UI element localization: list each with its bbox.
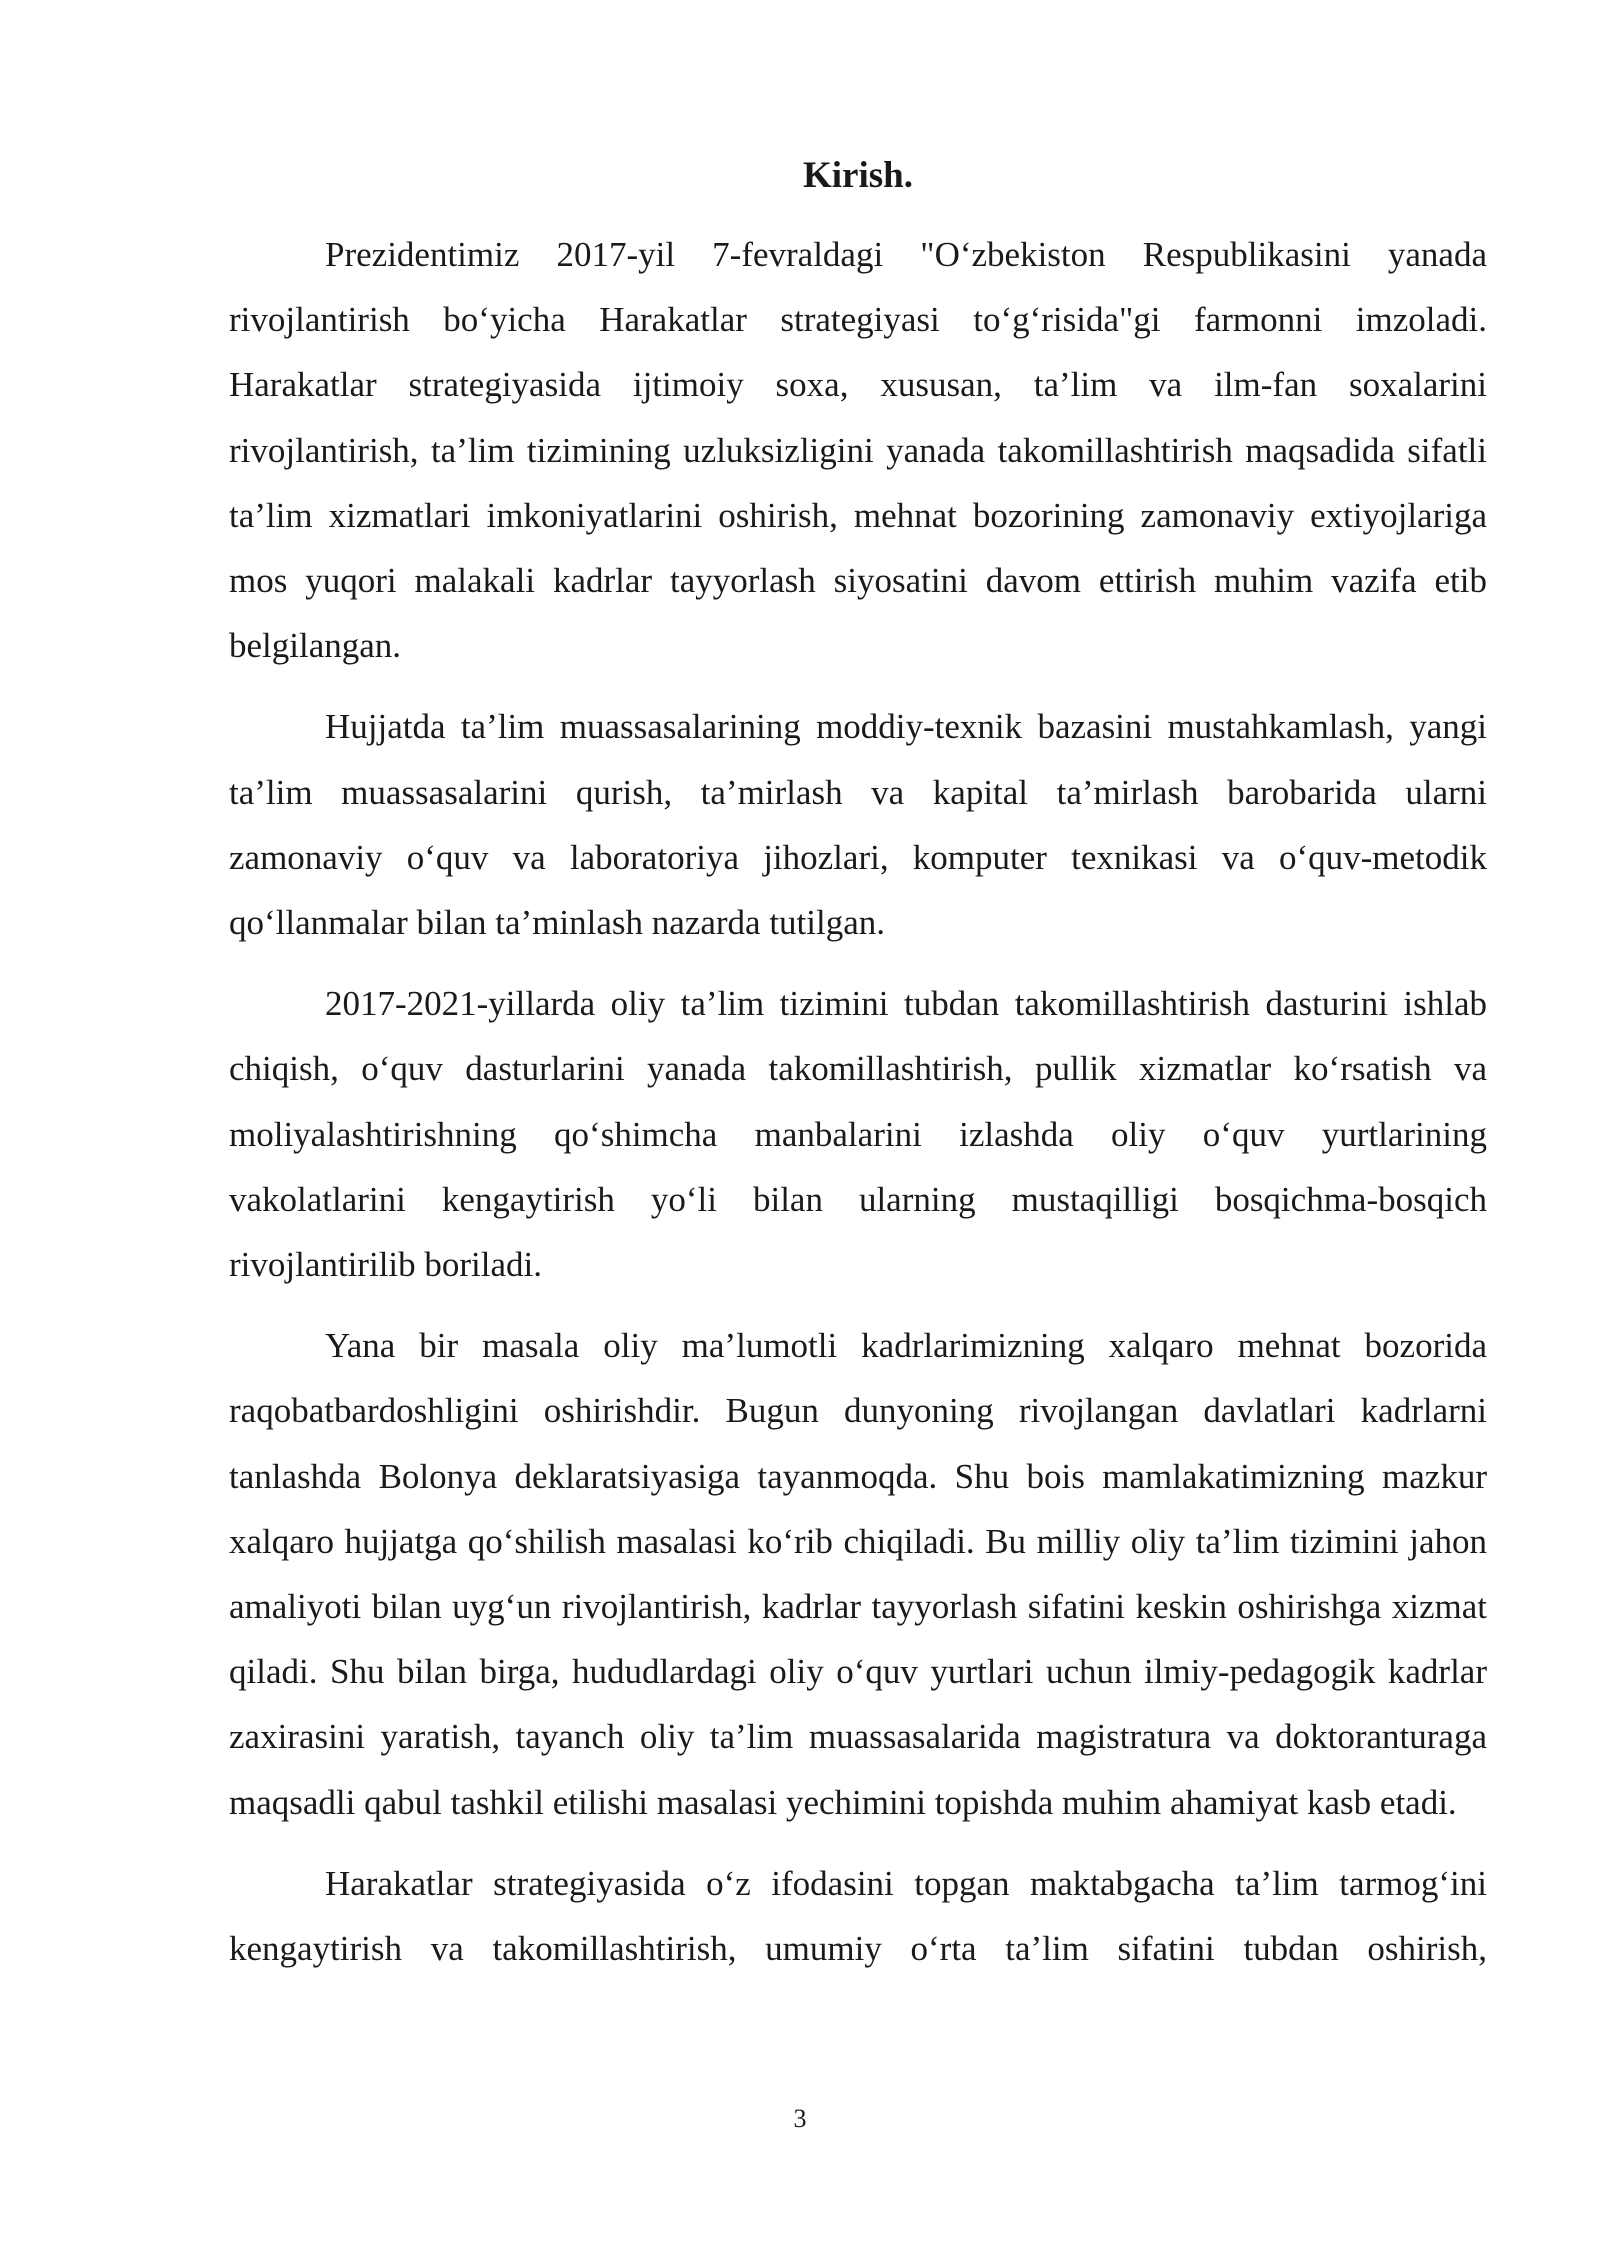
- page-content: [229, 150, 1487, 1997]
- paragraph-5: Harakatlar strategiyasida o‘z ifodasini topgan maktabgacha ta’lim tarmog‘ini kengaytirish va takomillashtirish, umumiy o‘rta ta’lim sifatini tubdan oshirish,: [229, 1863, 1487, 1969]
- page-number: 3: [793, 2104, 807, 2133]
- paragraph-2: Hujjatda ta’lim muassasalarining moddiy-texnik bazasini mustahkamlash, yangi ta’lim muassasalarini qurish, ta’mirlash va kapital ta’mirlash barobarida ularni zamonaviy o‘quv va laboratoriya jihozlari, komputer texnikasi va o‘quv-metodik qo‘llanmalar bilan ta’minlash nazarda tutilgan.: [229, 707, 1487, 943]
- section-title: Kirish.: [803, 155, 913, 196]
- paragraph-3: 2017-2021-yillarda oliy ta’lim tizimini tubdan takomillashtirish dasturini ishlab chiqish, o‘quv dasturlarini yanada takomillashtirish, pullik xizmatlar ko‘rsatish va moliyalashtirishning qo‘shimcha manbalarini izlashda oliy o‘quv yurtlarining vakolatlarini kengaytirish yo‘li bilan ularning mustaqilligi bosqichma-bosqich rivojlantirilib boriladi.: [229, 984, 1487, 1285]
- paragraph-1: Prezidentimiz 2017-yil 7-fevraldagi "O‘zbekiston Respublikasini yanada rivojlantirish bo‘yicha Harakatlar strategiyasi to‘g‘risida"gi farmonni imzoladi. Harakatlar strategiyasida ijtimoiy soxa, xususan, ta’lim va ilm-fan soxalarini rivojlantirish, ta’lim tizimining uzluksizligini yanada takomillashtirish maqsadida sifatli ta’lim xizmatlari imkoniyatlarini oshirish, mehnat bozorining zamonaviy extiyojlariga mos yuqori malakali kadrlar tayyorlash siyosatini davom ettirish muhim vazifa etib belgilangan.: [229, 235, 1487, 666]
- paragraph-4: Yana bir masala oliy ma’lumotli kadrlarimizning xalqaro mehnat bozorida raqobatbardoshligini oshirishdir. Bugun dunyoning rivojlangan davlatlari kadrlarni tanlashda Bolonya deklaratsiyasiga tayanmoqda. Shu bois mamlakatimizning mazkur xalqaro hujjatga qo‘shilish masalasi ko‘rib chiqiladi. Bu milliy oliy ta’lim tizimini jahon amaliyoti bilan uyg‘un rivojlantirish, kadrlar tayyorlash sifatini keskin oshirishga xizmat qiladi. Shu bilan birga, hududlardagi oliy o‘quv yurtlari uchun ilmiy-pedagogik kadrlar zaxirasini yaratish, tayanch oliy ta’lim muassasalarida magistratura va doktoranturaga maqsadli qabul tashkil etilishi masalasi yechimini topishda muhim ahamiyat kasb etadi.: [229, 1326, 1487, 1822]
